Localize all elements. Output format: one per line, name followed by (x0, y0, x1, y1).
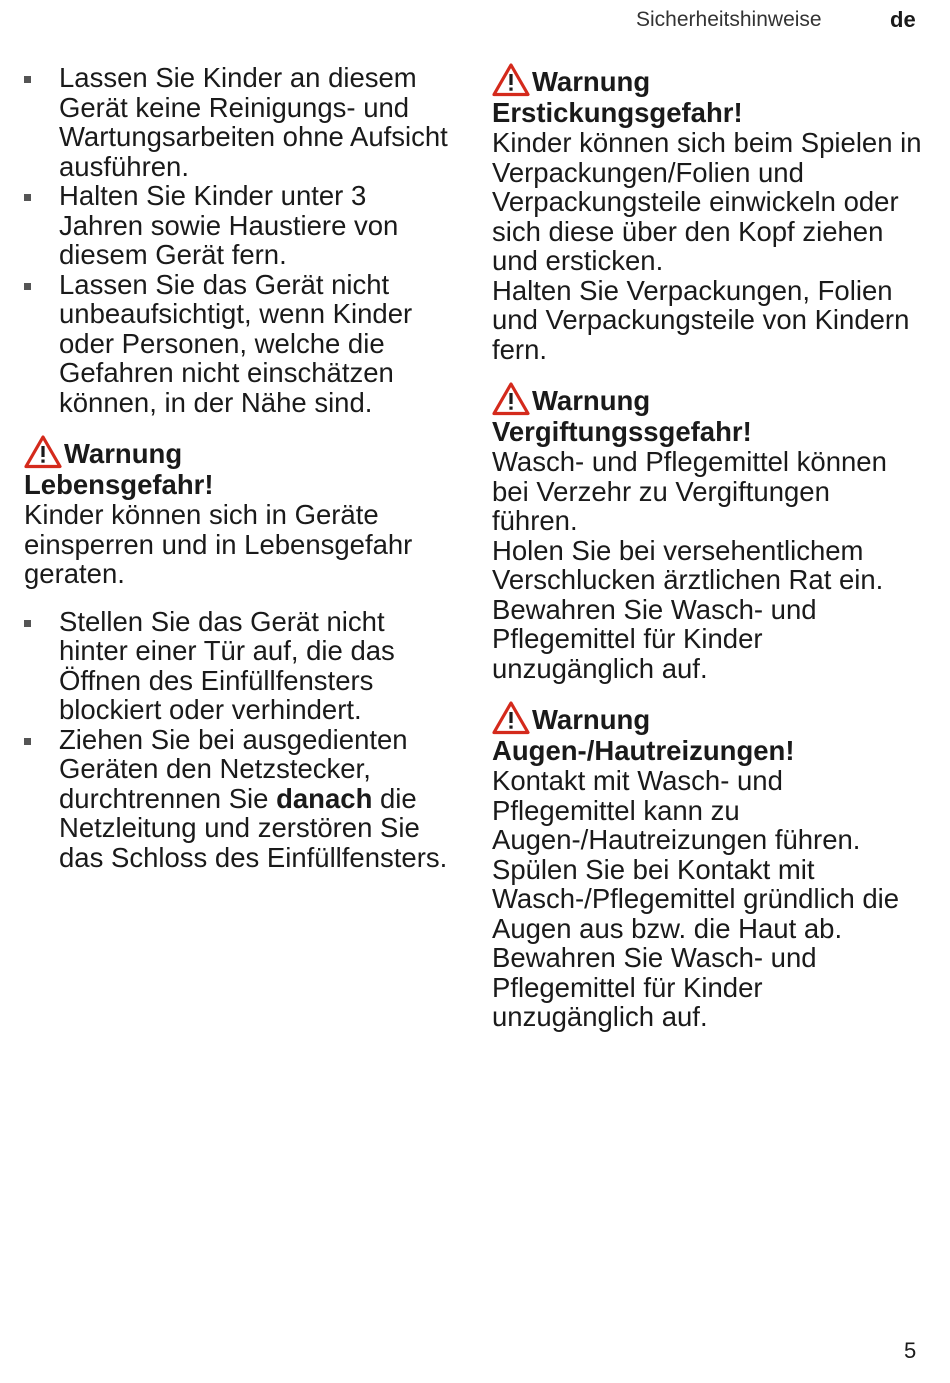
running-header-language: de (890, 7, 916, 32)
warning-block-hautreizungen (492, 701, 922, 1032)
warning-text: Holen Sie bei versehentlichem Verschlucken ärztlichen Rat ein. Bewahren Sie Wasch- und Pflegemittel für Kinder unzugänglich auf. (492, 534, 884, 684)
emphasis-text: danach (276, 782, 373, 814)
warning-text: Kinder können sich in Geräte einsperren und in Lebensgefahr geraten. (24, 499, 413, 589)
warning-heading (492, 701, 922, 735)
right-column (492, 63, 922, 1032)
text-run: die Netzleitung und zerstören Sie das Schloss des Einfüllfensters. (59, 782, 448, 873)
warning-title: Vergiftungssgefahr! (492, 416, 752, 447)
square-bullet-icon (24, 620, 31, 627)
bullet-list-top (24, 63, 450, 417)
warning-text: Wasch- und Pflegemittel können bei Verzehr zu Vergiftungen führen. (492, 446, 887, 536)
list-item-text: Halten Sie Kinder unter 3 Jahren sowie Haustiere von diesem Gerät fern. (59, 180, 399, 270)
warning-text: Spülen Sie bei Kontakt mit Wasch-/Pflegemittel gründlich die Augen aus bzw. die Haut ab. Bewahren Sie Wasch- und Pflegemittel für Kinder unzugänglich auf. (492, 853, 900, 1032)
warning-heading (492, 63, 922, 97)
warning-triangle-icon (492, 382, 530, 416)
list-item (24, 607, 450, 725)
list-item-text: Stellen Sie das Gerät nicht hinter einer Tür auf, die das Öffnen des Einfüllfensters blockiert oder verhindert. (59, 605, 395, 725)
page-number: 5 (904, 1338, 917, 1363)
warning-label: Warnung (532, 704, 651, 735)
running-header-section: Sicherheitshinweise (636, 8, 822, 31)
warning-triangle-icon (492, 63, 530, 97)
warning-label: Warnung (64, 438, 183, 469)
bullet-list-bottom (24, 607, 450, 873)
square-bullet-icon (24, 283, 31, 290)
warning-title: Erstickungsgefahr! (492, 97, 743, 128)
warning-label: Warnung (532, 385, 651, 416)
warning-triangle-icon (492, 701, 530, 735)
warning-heading (24, 435, 450, 469)
left-column (24, 63, 450, 872)
warning-title: Lebensgefahr! (24, 469, 214, 500)
warning-block-erstickungsgefahr (492, 63, 922, 364)
warning-block-lebensgefahr (24, 435, 450, 589)
warning-text: Kinder können sich beim Spielen in Verpackungen/Folien und Verpackungsteile einwickeln oder sich diese über den Kopf ziehen und ersticken. (492, 127, 922, 276)
list-item-text: Lassen Sie das Gerät nicht unbeaufsichtigt, wenn Kinder oder Personen, welche die Gefahren nicht einschätzen können, in der Nähe sind. (59, 268, 413, 418)
square-bullet-icon (24, 738, 31, 745)
square-bullet-icon (24, 76, 31, 83)
warning-text: Kontakt mit Wasch- und Pflegemittel kann zu Augen-/Hautreizungen führen. (492, 765, 861, 855)
list-item-text: Lassen Sie Kinder an diesem Gerät keine Reinigungs- und Wartungsarbeiten ohne Aufsicht ausführen. (59, 62, 448, 182)
warning-heading (492, 382, 922, 416)
square-bullet-icon (24, 194, 31, 201)
warning-text: Halten Sie Verpackungen, Folien und Verpackungsteile von Kindern fern. (492, 274, 910, 365)
list-item (24, 270, 450, 418)
warning-title: Augen-/Hautreizungen! (492, 735, 795, 766)
list-item (24, 725, 450, 873)
list-item (24, 63, 450, 181)
warning-block-vergiftungsgefahr (492, 382, 922, 683)
text-run: Ziehen Sie bei ausgedienten Geräten den Netzstecker, durchtrennen Sie (59, 723, 408, 814)
list-item-text (59, 724, 447, 873)
warning-triangle-icon (24, 435, 62, 469)
list-item (24, 181, 450, 270)
warning-label: Warnung (532, 66, 651, 97)
